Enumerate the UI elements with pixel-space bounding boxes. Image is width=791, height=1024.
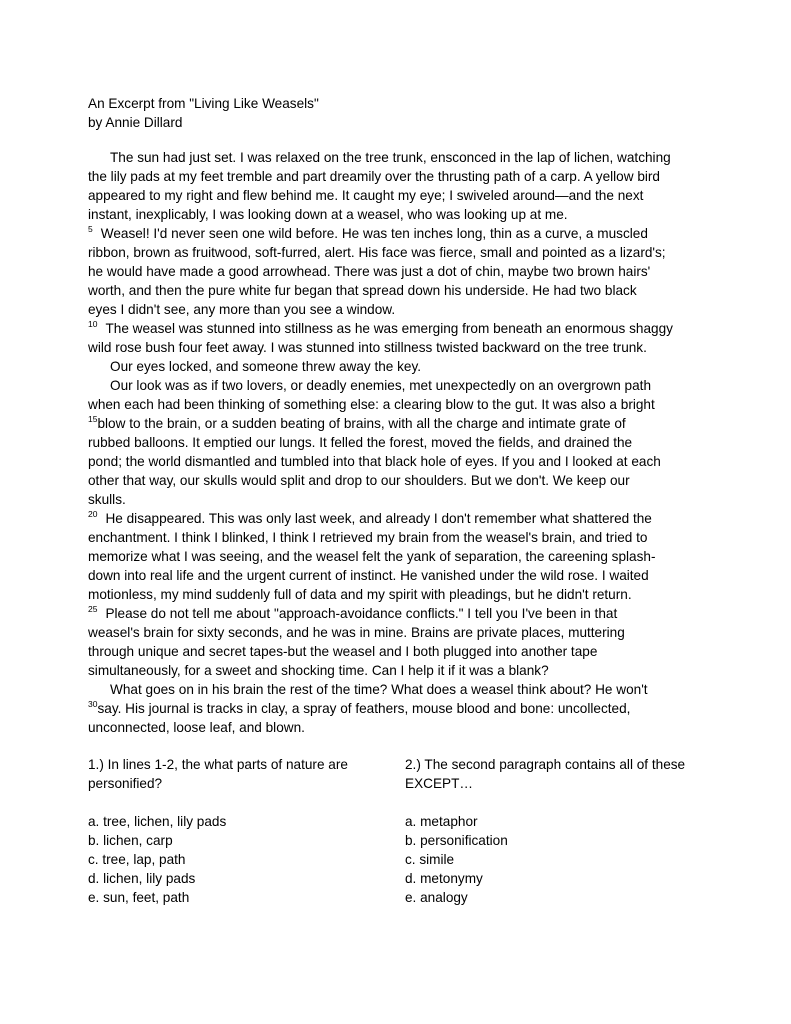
line-text: skulls. (88, 492, 126, 507)
line-number: 25 (88, 604, 98, 614)
passage-line (88, 490, 718, 509)
passage-line (88, 585, 718, 604)
line-text: worth, and then the pure white fur began that spread down his underside. He had two black (88, 283, 637, 298)
answer-choice: e. sun, feet, path (88, 890, 190, 905)
passage-line (88, 604, 718, 623)
line-text: the lily pads at my feet tremble and part dreamily over the thrusting path of a carp. A yellow bird (88, 169, 660, 184)
line-text: motionless, my mind suddenly full of data and my spirit with pleadings, but he didn't return. (88, 587, 632, 602)
answer-choice: d. lichen, lily pads (88, 871, 196, 886)
line-text: he would have made a good arrowhead. There was just a dot of chin, maybe two brown hairs' (88, 264, 651, 279)
passage-line (88, 528, 718, 547)
passage-line (88, 623, 718, 642)
line-text: rubbed balloons. It emptied our lungs. It felled the forest, moved the fields, and drained the (88, 435, 633, 450)
line-text: The sun had just set. I was relaxed on the tree trunk, ensconced in the lap of lichen, watching (110, 150, 671, 165)
line-text: The weasel was stunned into stillness as he was emerging from beneath an enormous shaggy (105, 321, 673, 336)
line-text: simultaneously, for a sweet and shocking time. Can I help it if it was a blank? (88, 663, 549, 678)
line-text: wild rose bush four feet away. I was stunned into stillness twisted backward on the tree trunk. (88, 340, 647, 355)
line-number: 10 (88, 319, 98, 329)
passage-line (88, 262, 718, 281)
passage-line (88, 471, 718, 490)
line-text: pond; the world dismantled and tumbled into that black hole of eyes. If you and I looked at each (88, 454, 661, 469)
line-text: Please do not tell me about "approach-avoidance conflicts." I tell you I've been in that (105, 606, 618, 621)
question-2 (405, 755, 705, 907)
line-text: appeared to my right and flew behind me. It caught my eye; I swiveled around—and the next (88, 188, 644, 203)
line-text: enchantment. I think I blinked, I think I retrieved my brain from the weasel's brain, and tried to (88, 530, 648, 545)
passage-line (88, 699, 718, 718)
question-1 (88, 755, 388, 907)
answer-choice: b. personification (405, 833, 508, 848)
passage-line (88, 414, 718, 433)
question-stem-line: 1.) In lines 1-2, the what parts of nature are (88, 757, 348, 772)
question-1-stem (88, 755, 388, 793)
document-author: by Annie Dillard (88, 115, 183, 130)
line-text: Weasel! I'd never seen one wild before. He was ten inches long, thin as a curve, a muscled (100, 226, 648, 241)
line-text: other that way, our skulls would split and drop to our shoulders. But we don't. We keep our (88, 473, 630, 488)
question-1-choices (88, 812, 388, 907)
passage-line (88, 224, 718, 243)
question-stem-line: EXCEPT… (405, 776, 473, 791)
line-text: ribbon, brown as fruitwood, soft-furred, alert. His face was fierce, small and pointed as a lizard's; (88, 245, 666, 260)
excerpt-passage (88, 148, 718, 737)
answer-choice: b. lichen, carp (88, 833, 173, 848)
passage-line (88, 395, 718, 414)
line-text: unconnected, loose leaf, and blown. (88, 720, 305, 735)
line-text: eyes I didn't see, any more than you see a window. (88, 302, 396, 317)
line-text: Our eyes locked, and someone threw away the key. (110, 359, 422, 374)
passage-line (88, 566, 718, 585)
passage-line (88, 186, 718, 205)
question-2-stem (405, 755, 705, 793)
passage-line (88, 376, 718, 395)
line-text: blow to the brain, or a sudden beating of brains, with all the charge and intimate grate of (97, 416, 626, 431)
line-text: say. His journal is tracks in clay, a spray of feathers, mouse blood and bone: uncollected, (97, 701, 631, 716)
answer-choice: c. simile (405, 852, 455, 867)
passage-line (88, 642, 718, 661)
passage-line (88, 452, 718, 471)
line-number: 15 (88, 414, 98, 424)
answer-choice: e. analogy (405, 890, 468, 905)
passage-line (88, 547, 718, 566)
question-2-choices (405, 812, 705, 907)
passage-line (88, 319, 718, 338)
line-number: 30 (88, 699, 98, 709)
passage-line (88, 509, 718, 528)
passage-line (88, 357, 718, 376)
line-text: memorize what I was seeing, and the weasel felt the yank of separation, the careening splash- (88, 549, 656, 564)
passage-line (88, 205, 718, 224)
document-title: An Excerpt from "Living Like Weasels" (88, 96, 319, 111)
answer-choice: a. metaphor (405, 814, 478, 829)
question-stem-line: 2.) The second paragraph contains all of these (405, 757, 686, 772)
title-block (88, 94, 319, 132)
line-text: weasel's brain for sixty seconds, and he was in mine. Brains are private places, muttering (88, 625, 625, 640)
line-text: down into real life and the urgent current of instinct. He vanished under the wild rose. I waited (88, 568, 649, 583)
line-text: What goes on in his brain the rest of the time? What does a weasel think about? He won't (110, 682, 648, 697)
passage-line (88, 281, 718, 300)
answer-choice: d. metonymy (405, 871, 483, 886)
line-text: through unique and secret tapes-but the weasel and I both plugged into another tape (88, 644, 598, 659)
passage-line (88, 680, 718, 699)
passage-line (88, 661, 718, 680)
question-stem-line: personified? (88, 776, 163, 791)
passage-line (88, 167, 718, 186)
line-number: 5 (88, 224, 93, 234)
passage-line (88, 300, 718, 319)
passage-line (88, 433, 718, 452)
passage-line (88, 148, 718, 167)
line-text: when each had been thinking of something else: a clearing blow to the gut. It was also a bright (88, 397, 655, 412)
answer-choice: c. tree, lap, path (88, 852, 186, 867)
line-text: instant, inexplicably, I was looking down at a weasel, who was looking up at me. (88, 207, 568, 222)
passage-line (88, 243, 718, 262)
line-text: Our look was as if two lovers, or deadly enemies, met unexpectedly on an overgrown path (110, 378, 652, 393)
line-number: 20 (88, 509, 98, 519)
answer-choice: a. tree, lichen, lily pads (88, 814, 227, 829)
line-text: He disappeared. This was only last week, and already I don't remember what shattered the (105, 511, 652, 526)
passage-line (88, 338, 718, 357)
passage-line (88, 718, 718, 737)
